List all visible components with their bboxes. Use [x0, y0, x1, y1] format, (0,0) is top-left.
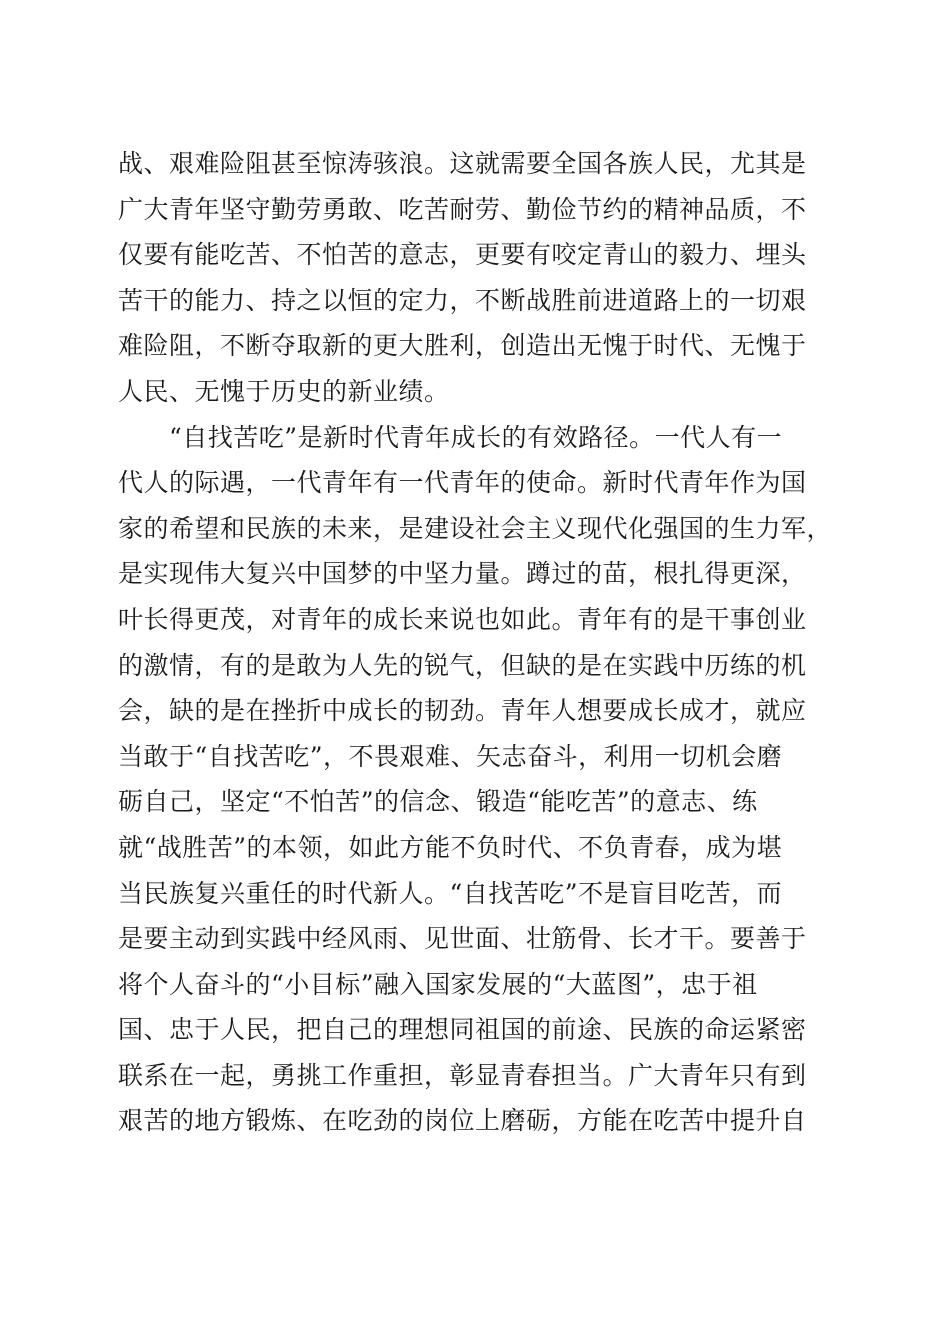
paragraph-1-line-2: 广大青年坚守勤劳勇敢、吃苦耐劳、勤俭节约的精神品质，不: [118, 194, 807, 224]
paragraph-2-line-9: 砺自己，坚定“不怕苦”的信念、锻造“能吃苦”的意志、练: [118, 787, 758, 817]
paragraph-2-line-8: 当敢于“自找苦吃”，不畏艰难、矢志奋斗，利用一切机会磨: [118, 741, 783, 771]
paragraph-2-line-4: 是实现伟大复兴中国梦的中坚力量。蹲过的苗，根扎得更深，: [118, 559, 807, 589]
paragraph-2-line-3: 家的希望和民族的未来，是建设社会主义现代化强国的生力军，: [118, 513, 833, 543]
paragraph-2-line-13: 将个人奋斗的“小目标”融入国家发展的“大蓝图”，忠于祖: [118, 969, 758, 999]
body-text: [118, 141, 838, 1144]
paragraph-1-line-6: 人民、无愧于历史的新业绩。: [118, 376, 450, 406]
paragraph-1-line-4: 苦干的能力、持之以恒的定力，不断战胜前进道路上的一切艰: [118, 285, 807, 315]
paragraph-2-line-7: 会，缺的是在挫折中成长的韧劲。青年人想要成长成才，就应: [118, 696, 807, 726]
paragraph-2-line-10: 就“战胜苦”的本领，如此方能不负时代、不负青春，成为堪: [118, 832, 783, 862]
paragraph-2-line-11: 当民族复兴重任的时代新人。“自找苦吃”不是盲目吃苦，而: [118, 878, 783, 908]
paragraph-2-line-12: 是要主动到实践中经风雨、见世面、壮筋骨、长才干。要善于: [118, 924, 807, 954]
paragraph-1-line-1: 战、艰难险阻甚至惊涛骇浪。这就需要全国各族人民，尤其是: [118, 149, 807, 178]
paragraph-1-line-5: 难险阻，不断夺取新的更大胜利，创造出无愧于时代、无愧于: [118, 331, 807, 361]
paragraph-2-line-5: 叶长得更茂，对青年的成长来说也如此。青年有的是干事创业: [118, 604, 807, 634]
paragraph-1-line-3: 仅要有能吃苦、不怕苦的意志，更要有咬定青山的毅力、埋头: [118, 240, 807, 270]
paragraph-2-line-15: 联系在一起，勇挑工作重担，彰显青春担当。广大青年只有到: [118, 1060, 807, 1090]
paragraph-2-line-14: 国、忠于人民，把自己的理想同祖国的前途、民族的命运紧密: [118, 1015, 807, 1045]
paragraph-2-line-16: 艰苦的地方锻炼、在吃劲的岗位上磨砺，方能在吃苦中提升自: [118, 1106, 807, 1136]
paragraph-2-line-2: 代人的际遇，一代青年有一代青年的使命。新时代青年作为国: [118, 468, 807, 498]
paragraph-2-line-1: “自找苦吃”是新时代青年成长的有效路径。一代人有一: [118, 422, 783, 452]
paragraph-2-line-6: 的激情，有的是敢为人先的锐气，但缺的是在实践中历练的机: [118, 650, 807, 680]
